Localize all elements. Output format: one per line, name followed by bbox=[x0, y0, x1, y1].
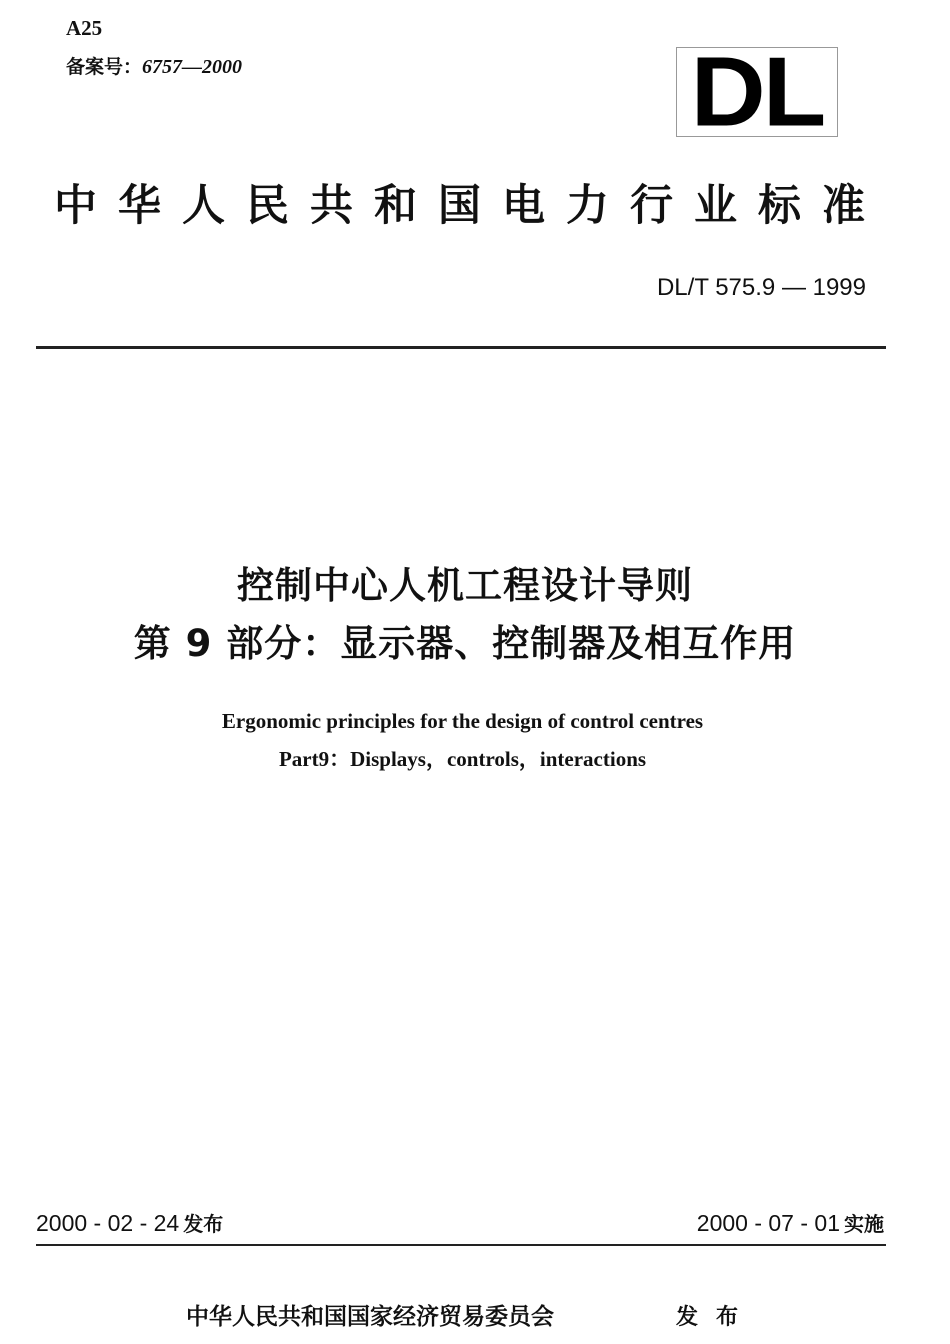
record-number-row bbox=[66, 52, 242, 79]
bottom-divider bbox=[36, 1244, 886, 1246]
issuer-name: 中华人民共和国国家经济贸易委员会 bbox=[186, 1304, 554, 1330]
issue-label: 发布 bbox=[183, 1212, 224, 1236]
title-cn-line2: 第 9 部分：显示器、控制器及相互作用 bbox=[133, 622, 797, 665]
title-en-line2: Part9：Displays，controls，interactions bbox=[278, 747, 647, 771]
implement-date-row bbox=[697, 1208, 884, 1237]
standard-number: DL/T 575.9 — 1999 bbox=[656, 274, 866, 301]
top-divider bbox=[36, 346, 886, 349]
title-cn-line1: 控制中心人机工程设计导则 bbox=[237, 564, 693, 607]
implement-label: 实施 bbox=[844, 1212, 884, 1236]
issuer-action: 发布 bbox=[676, 1305, 757, 1330]
record-label: 备案号： bbox=[66, 56, 143, 78]
issue-date-row bbox=[36, 1208, 223, 1237]
standard-title: 中华人民共和国电力行业标准 bbox=[54, 181, 886, 231]
dl-logo-text: DL bbox=[690, 36, 824, 148]
dl-logo bbox=[676, 36, 838, 148]
implement-date: 2000 - 07 - 01 bbox=[696, 1210, 840, 1236]
classification-code: A25 bbox=[66, 16, 103, 40]
record-number: 6757—2000 bbox=[142, 56, 243, 78]
issue-date: 2000 - 02 - 24 bbox=[36, 1210, 180, 1236]
title-en-line1: Ergonomic principles for the design of control centres bbox=[221, 709, 704, 733]
